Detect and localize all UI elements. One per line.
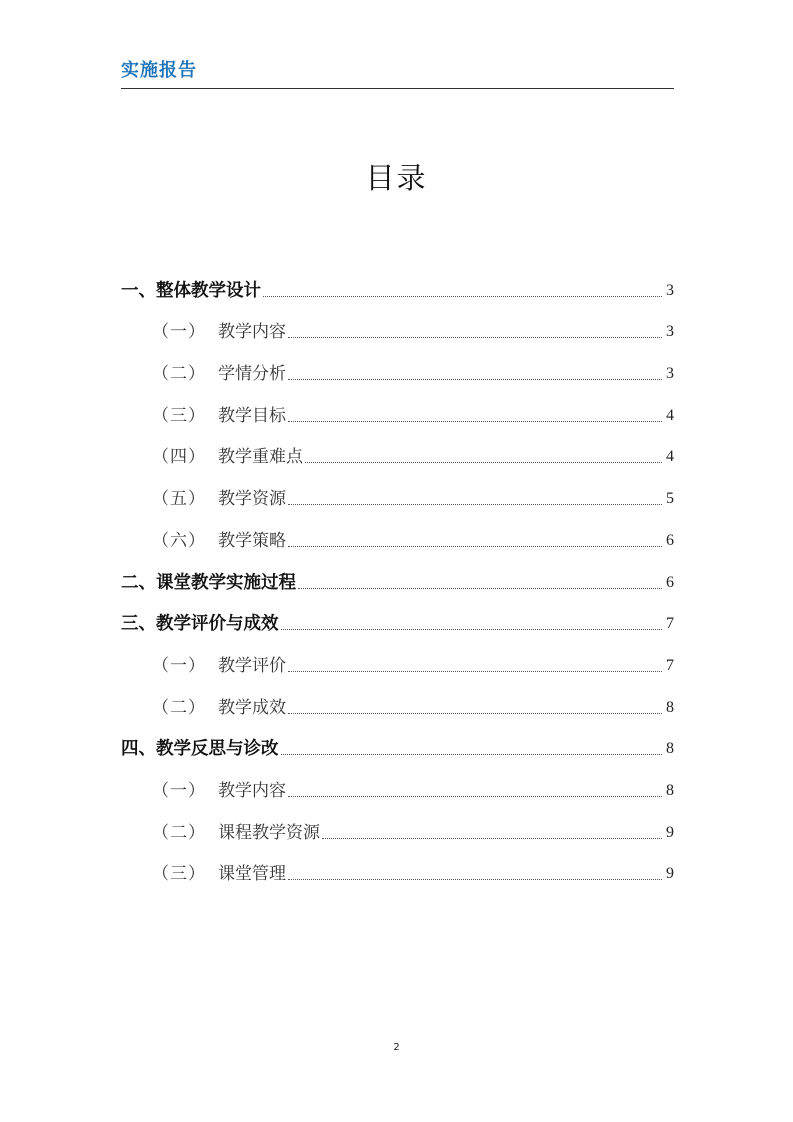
toc-dot-leader (288, 504, 662, 505)
toc-entry[interactable] (121, 429, 674, 471)
toc-entry[interactable] (121, 387, 674, 429)
toc-entry-label (121, 653, 286, 679)
table-of-contents (121, 262, 674, 887)
toc-entry[interactable] (121, 762, 674, 804)
toc-entry-page: 9 (666, 865, 674, 883)
toc-entry-number: （五） (152, 489, 206, 510)
toc-entry[interactable] (121, 512, 674, 554)
toc-dot-leader (281, 629, 663, 630)
toc-entry-page: 7 (666, 615, 674, 633)
toc-entry[interactable] (121, 679, 674, 721)
toc-dot-leader (288, 671, 662, 672)
toc-entry-number: （四） (152, 447, 206, 468)
toc-entry-text: 教学资源 (218, 489, 286, 510)
toc-entry-label (121, 695, 286, 721)
toc-entry-number: 一、 (121, 280, 156, 301)
toc-entry-page: 3 (666, 281, 674, 299)
toc-dot-leader (305, 462, 662, 463)
page-header (121, 58, 674, 89)
toc-entry[interactable] (121, 304, 674, 346)
header-title: 实施报告 (121, 60, 197, 81)
toc-entry[interactable] (121, 804, 674, 846)
toc-entry-text: 教学策略 (218, 530, 286, 551)
toc-entry-number: （三） (152, 864, 206, 885)
toc-entry-page: 4 (666, 406, 674, 424)
toc-entry-label (121, 486, 286, 512)
toc-entry-number: （一） (152, 655, 206, 676)
toc-entry-text: 教学评价 (218, 655, 286, 676)
toc-entry[interactable] (121, 637, 674, 679)
toc-entry-page: 8 (666, 781, 674, 799)
toc-entry-label (121, 278, 261, 304)
toc-entry-label (121, 444, 303, 470)
toc-entry-label (121, 820, 320, 846)
toc-entry[interactable] (121, 262, 674, 304)
toc-entry-label (121, 611, 279, 637)
toc-entry-label (121, 361, 286, 387)
toc-entry[interactable] (121, 554, 674, 596)
toc-entry-page: 8 (666, 698, 674, 716)
toc-entry[interactable] (121, 345, 674, 387)
toc-dot-leader (288, 337, 662, 338)
toc-entry-page: 6 (666, 573, 674, 591)
toc-entry-page: 3 (666, 323, 674, 341)
toc-dot-leader (288, 546, 662, 547)
toc-dot-leader (288, 421, 662, 422)
toc-dot-leader (288, 879, 662, 880)
toc-entry-label (121, 861, 286, 887)
toc-entry-text: 课程教学资源 (218, 822, 320, 843)
toc-entry-label (121, 528, 286, 554)
toc-entry-page: 6 (666, 531, 674, 549)
toc-entry-label (121, 570, 296, 596)
toc-entry-text: 学情分析 (218, 364, 286, 385)
toc-entry-label (121, 319, 286, 345)
toc-entry-page: 8 (666, 740, 674, 758)
toc-entry-number: 四、 (121, 739, 156, 760)
toc-entry-text: 教学成效 (218, 697, 286, 718)
toc-entry-text: 课堂教学实施过程 (156, 572, 296, 593)
toc-dot-leader (288, 713, 662, 714)
toc-entry-number: （六） (152, 530, 206, 551)
toc-entry-label (121, 778, 286, 804)
toc-entry-page: 3 (666, 365, 674, 383)
toc-entry-label (121, 736, 279, 762)
toc-entry-number: 二、 (121, 572, 156, 593)
toc-entry[interactable] (121, 596, 674, 638)
toc-entry-number: （二） (152, 822, 206, 843)
toc-entry-number: 三、 (121, 614, 156, 635)
toc-dot-leader (288, 796, 662, 797)
toc-entry-text: 课堂管理 (218, 864, 286, 885)
toc-entry-text: 教学重难点 (218, 447, 303, 468)
toc-entry[interactable] (121, 721, 674, 763)
toc-entry-text: 教学内容 (218, 322, 286, 343)
toc-dot-leader (288, 379, 662, 380)
document-title: 目录 (365, 161, 428, 195)
toc-entry-page: 4 (666, 448, 674, 466)
toc-entry-text: 教学反思与诊改 (156, 739, 279, 760)
toc-dot-leader (263, 296, 662, 297)
toc-dot-leader (298, 588, 662, 589)
toc-dot-leader (281, 754, 663, 755)
toc-entry-page: 5 (666, 490, 674, 508)
toc-entry-number: （二） (152, 364, 206, 385)
toc-entry-page: 7 (666, 656, 674, 674)
toc-entry-text: 教学内容 (218, 780, 286, 801)
toc-entry-text: 教学评价与成效 (156, 614, 279, 635)
toc-entry-number: （一） (152, 780, 206, 801)
toc-entry[interactable] (121, 846, 674, 888)
toc-dot-leader (322, 838, 662, 839)
toc-entry-number: （三） (152, 405, 206, 426)
toc-entry[interactable] (121, 470, 674, 512)
toc-entry-text: 整体教学设计 (156, 280, 261, 301)
toc-entry-text: 教学目标 (218, 405, 286, 426)
toc-entry-label (121, 403, 286, 429)
toc-entry-number: （一） (152, 322, 206, 343)
toc-entry-number: （二） (152, 697, 206, 718)
toc-entry-page: 9 (666, 823, 674, 841)
page-number: 2 (393, 1042, 400, 1053)
